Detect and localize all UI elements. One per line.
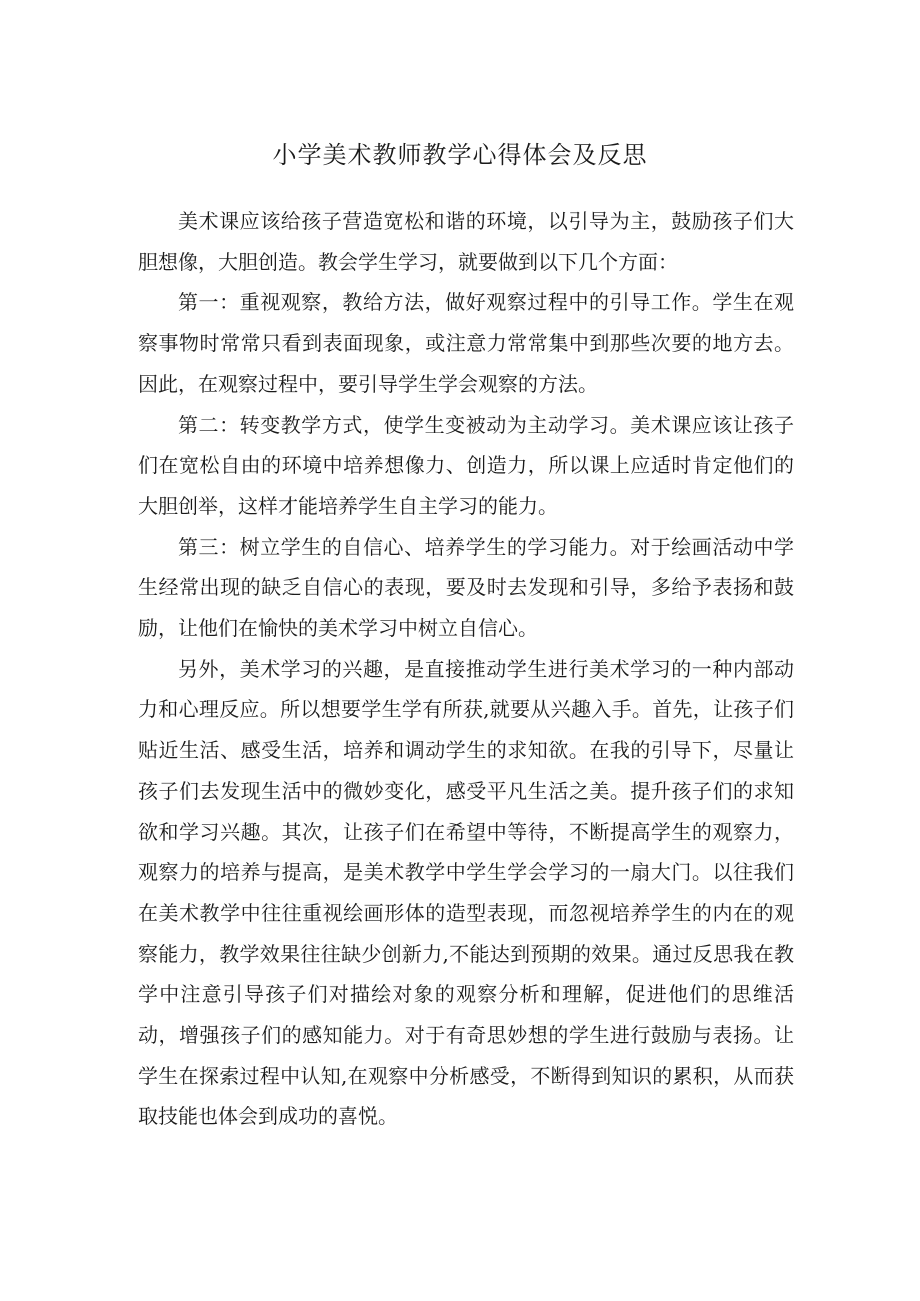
paragraph-third-point: 第三：树立学生的自信心、培养学生的学习能力。对于绘画活动中学生经常出现的缺乏自信心的表现，要及时去发现和引导，多给予表扬和鼓励，让他们在愉快的美术学习中树立自信心。	[138, 534, 794, 641]
paragraph-second-point: 第二：转变教学方式，使学生变被动为主动学习。美术课应该让孩子们在宽松自由的环境中培养想像力、创造力，所以课上应适时肯定他们的大胆创举，这样才能培养学生自主学习的能力。	[138, 412, 794, 518]
paragraph-first-point: 第一：重视观察，教给方法，做好观察过程中的引导工作。学生在观察事物时常常只看到表面现象，或注意力常常集中到那些次要的地方去。因此，在观察过程中，要引导学生学会观察的方法。	[138, 290, 794, 396]
document-body	[138, 201, 794, 1137]
paragraph-intro: 美术课应该给孩子营造宽松和谐的环境，以引导为主，鼓励孩子们大胆想像，大胆创造。教会学生学习，就要做到以下几个方面：	[138, 209, 794, 274]
paragraph-interest: 另外，美术学习的兴趣，是直接推动学生进行美术学习的一种内部动力和心理反应。所以想要学生学有所获,就要从兴趣入手。首先，让孩子们贴近生活、感受生活，培养和调动学生的求知欲。在我的引导下，尽量让孩子们去发现生活中的微妙变化，感受平凡生活之美。提升孩子们的求知欲和学习兴趣。其次，让孩子们在希望中等待，不断提高学生的观察力，观察力的培养与提高，是美术教学中学生学会学习的一扇大门。以往我们在美术教学中往往重视绘画形体的造型表现，而忽视培养学生的内在的观察能力，教学效果往往缺少创新力,不能达到预期的效果。通过反思我在教学中注意引导孩子们对描绘对象的观察分析和理解，促进他们的思维活动，增强孩子们的感知能力。对于有奇思妙想的学生进行鼓励与表扬。让学生在探索过程中认知,在观察中分析感受，不断得到知识的累积，从而获取技能也体会到成功的喜悦。	[138, 656, 794, 1129]
document-title: 小学美术教师教学心得体会及反思	[272, 141, 648, 169]
